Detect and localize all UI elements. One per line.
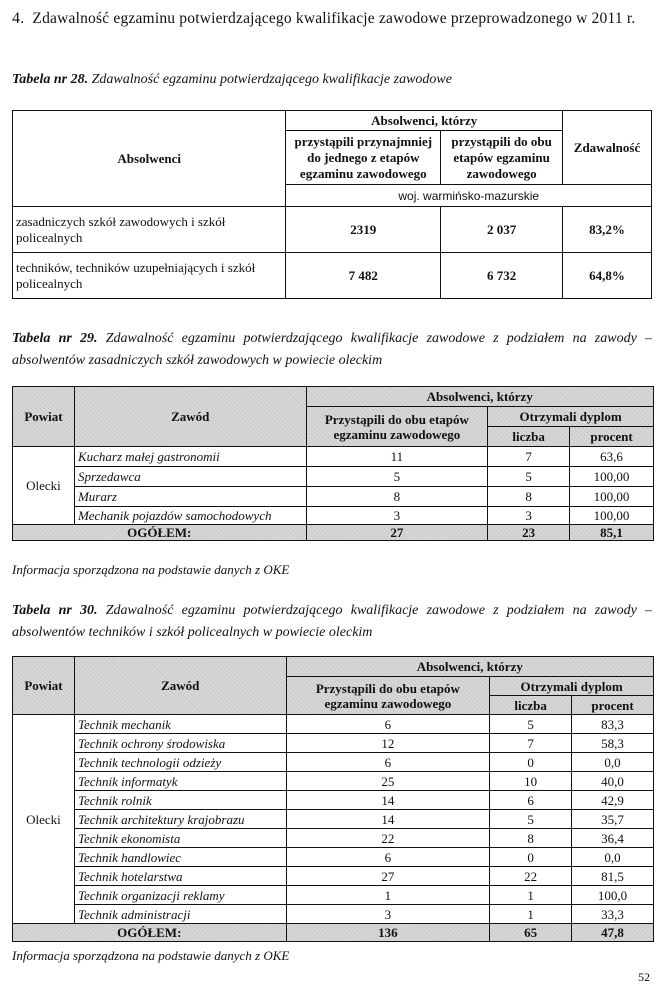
- t29-header-group: Absolwenci, którzy: [306, 387, 653, 407]
- t30-procent: 81,5: [572, 867, 654, 886]
- t30-header-group: Absolwenci, którzy: [286, 657, 653, 677]
- t30-total-przystapili: 136: [286, 924, 490, 942]
- t29-powiat: Olecki: [13, 447, 75, 525]
- t29-zawod: Murarz: [74, 487, 306, 507]
- t30-liczba: 5: [490, 715, 572, 734]
- t28-row-b: 6 732: [441, 253, 563, 299]
- t30-przystapili: 6: [286, 715, 490, 734]
- t29-liczba: 8: [488, 487, 570, 507]
- t28-header-col2: przystąpili do obu etapów egzaminu zawodowego: [441, 131, 563, 185]
- t29-total-procent: 85,1: [570, 525, 654, 541]
- t29-zawod: Kucharz małej gastronomii: [74, 447, 306, 467]
- t28-row-label: techników, techników uzupełniających i szkół policealnych: [13, 253, 286, 299]
- page-number: 52: [638, 970, 650, 984]
- t30-header-przystapili: Przystąpili do obu etapów egzaminu zawodowego: [286, 677, 490, 715]
- t29-header-liczba: liczba: [488, 427, 570, 447]
- table-29-caption: [12, 328, 652, 372]
- t30-liczba: 7: [490, 734, 572, 753]
- t28-row-a: 7 482: [286, 253, 441, 299]
- t29-przystapili: 5: [306, 467, 488, 487]
- t30-liczba: 1: [490, 886, 572, 905]
- t30-total-liczba: 65: [490, 924, 572, 942]
- t29-total-liczba: 23: [488, 525, 570, 541]
- t30-przystapili: 14: [286, 810, 490, 829]
- t30-przystapili: 22: [286, 829, 490, 848]
- t30-header-procent: procent: [572, 696, 654, 715]
- t30-zawod: Technik technologii odzieży: [74, 753, 286, 772]
- table-28-caption-label: Tabela nr 28.: [12, 72, 89, 87]
- t29-procent: 63,6: [570, 447, 654, 467]
- t30-liczba: 1: [490, 905, 572, 924]
- t30-przystapili: 27: [286, 867, 490, 886]
- t30-zawod: Technik architektury krajobrazu: [74, 810, 286, 829]
- table-28-caption-text: Zdawalność egzaminu potwierdzającego kwalifikacje zawodowe: [88, 72, 452, 87]
- t30-przystapili: 12: [286, 734, 490, 753]
- t30-przystapili: 6: [286, 753, 490, 772]
- t30-header-liczba: liczba: [490, 696, 572, 715]
- t29-header-otrzymali: Otrzymali dyplom: [488, 407, 654, 427]
- t29-total-przystapili: 27: [306, 525, 488, 541]
- t28-row-z: 83,2%: [563, 207, 652, 253]
- t30-zawod: Technik organizacji reklamy: [74, 886, 286, 905]
- t29-procent: 100,00: [570, 507, 654, 525]
- t30-zawod: Technik handlowiec: [74, 848, 286, 867]
- t30-zawod: Technik rolnik: [74, 791, 286, 810]
- t30-zawod: Technik ekonomista: [74, 829, 286, 848]
- t30-liczba: 8: [490, 829, 572, 848]
- t30-procent: 42,9: [572, 791, 654, 810]
- t30-zawod: Technik hotelarstwa: [74, 867, 286, 886]
- table-30-caption-label: Tabela nr 30.: [12, 603, 98, 618]
- t28-row-b: 2 037: [441, 207, 563, 253]
- table-29-caption-text: Zdawalność egzaminu potwierdzającego kwalifikacje zawodowe z podziałem na zawody – absolwentów zasadniczych szkół zawodowych w powiecie oleckim: [12, 331, 652, 368]
- t30-procent: 100,0: [572, 886, 654, 905]
- t29-liczba: 3: [488, 507, 570, 525]
- t30-przystapili: 6: [286, 848, 490, 867]
- t30-przystapili: 3: [286, 905, 490, 924]
- t28-row-z: 64,8%: [563, 253, 652, 299]
- t29-zawod: Mechanik pojazdów samochodowych: [74, 507, 306, 525]
- t30-procent: 0,0: [572, 753, 654, 772]
- t30-procent: 35,7: [572, 810, 654, 829]
- table-30: [12, 656, 654, 942]
- t30-header-zawod: Zawód: [74, 657, 286, 715]
- t30-zawod: Technik informatyk: [74, 772, 286, 791]
- t28-row-a: 2319: [286, 207, 441, 253]
- t29-przystapili: 8: [306, 487, 488, 507]
- table-29-caption-label: Tabela nr 29.: [12, 331, 98, 346]
- t29-header-zawod: Zawód: [74, 387, 306, 447]
- t28-row-label: zasadniczych szkół zawodowych i szkół policealnych: [13, 207, 286, 253]
- t29-przystapili: 3: [306, 507, 488, 525]
- t30-liczba: 10: [490, 772, 572, 791]
- t30-procent: 33,3: [572, 905, 654, 924]
- t30-zawod: Technik ochrony środowiska: [74, 734, 286, 753]
- t30-liczba: 6: [490, 791, 572, 810]
- t29-header-procent: procent: [570, 427, 654, 447]
- t30-przystapili: 1: [286, 886, 490, 905]
- t30-procent: 58,3: [572, 734, 654, 753]
- t28-header-region: woj. warmińsko-mazurskie: [286, 185, 652, 207]
- t30-powiat: Olecki: [13, 715, 75, 924]
- t30-header-otrzymali: Otrzymali dyplom: [490, 677, 654, 696]
- t29-header-powiat: Powiat: [13, 387, 75, 447]
- t30-zawod: Technik administracji: [74, 905, 286, 924]
- section-number: 4.: [12, 10, 25, 27]
- t30-przystapili: 25: [286, 772, 490, 791]
- t29-zawod: Sprzedawca: [74, 467, 306, 487]
- t28-header-group: Absolwenci, którzy: [286, 111, 563, 131]
- t30-przystapili: 14: [286, 791, 490, 810]
- table-28: [12, 110, 652, 299]
- t29-header-przystapili: Przystąpili do obu etapów egzaminu zawodowego: [306, 407, 488, 447]
- t29-liczba: 5: [488, 467, 570, 487]
- t28-header-col1: przystąpili przynajmniej do jednego z etapów egzaminu zawodowego: [286, 131, 441, 185]
- section-heading: [12, 6, 652, 32]
- t28-header-absolwenci: Absolwenci: [13, 111, 286, 207]
- table-28-caption: [12, 72, 452, 88]
- table-30-caption: [12, 600, 652, 644]
- t30-procent: 36,4: [572, 829, 654, 848]
- section-title: Zdawalność egzaminu potwierdzającego kwalifikacje zawodowe przeprowadzonego w 2011 r.: [32, 10, 636, 27]
- t30-total-label: OGÓŁEM:: [13, 924, 287, 942]
- t30-procent: 40,0: [572, 772, 654, 791]
- t29-przystapili: 11: [306, 447, 488, 467]
- t30-procent: 0,0: [572, 848, 654, 867]
- t30-liczba: 0: [490, 753, 572, 772]
- table-30-caption-text: Zdawalność egzaminu potwierdzającego kwalifikacje zawodowe z podziałem na zawody – absolwentów techników i szkół policealnych w powiecie oleckim: [12, 603, 652, 640]
- t30-zawod: Technik mechanik: [74, 715, 286, 734]
- t30-liczba: 5: [490, 810, 572, 829]
- t29-liczba: 7: [488, 447, 570, 467]
- t30-procent: 83,3: [572, 715, 654, 734]
- t30-liczba: 22: [490, 867, 572, 886]
- t29-procent: 100,00: [570, 487, 654, 507]
- t30-liczba: 0: [490, 848, 572, 867]
- t29-total-label: OGÓŁEM:: [13, 525, 307, 541]
- t29-procent: 100,00: [570, 467, 654, 487]
- table-29-source: Informacja sporządzona na podstawie danych z OKE: [12, 562, 290, 577]
- table-30-source: Informacja sporządzona na podstawie danych z OKE: [12, 948, 290, 963]
- t30-header-powiat: Powiat: [13, 657, 75, 715]
- table-29: [12, 386, 654, 541]
- t28-header-zdawalnosc: Zdawalność: [563, 111, 652, 185]
- t30-total-procent: 47,8: [572, 924, 654, 942]
